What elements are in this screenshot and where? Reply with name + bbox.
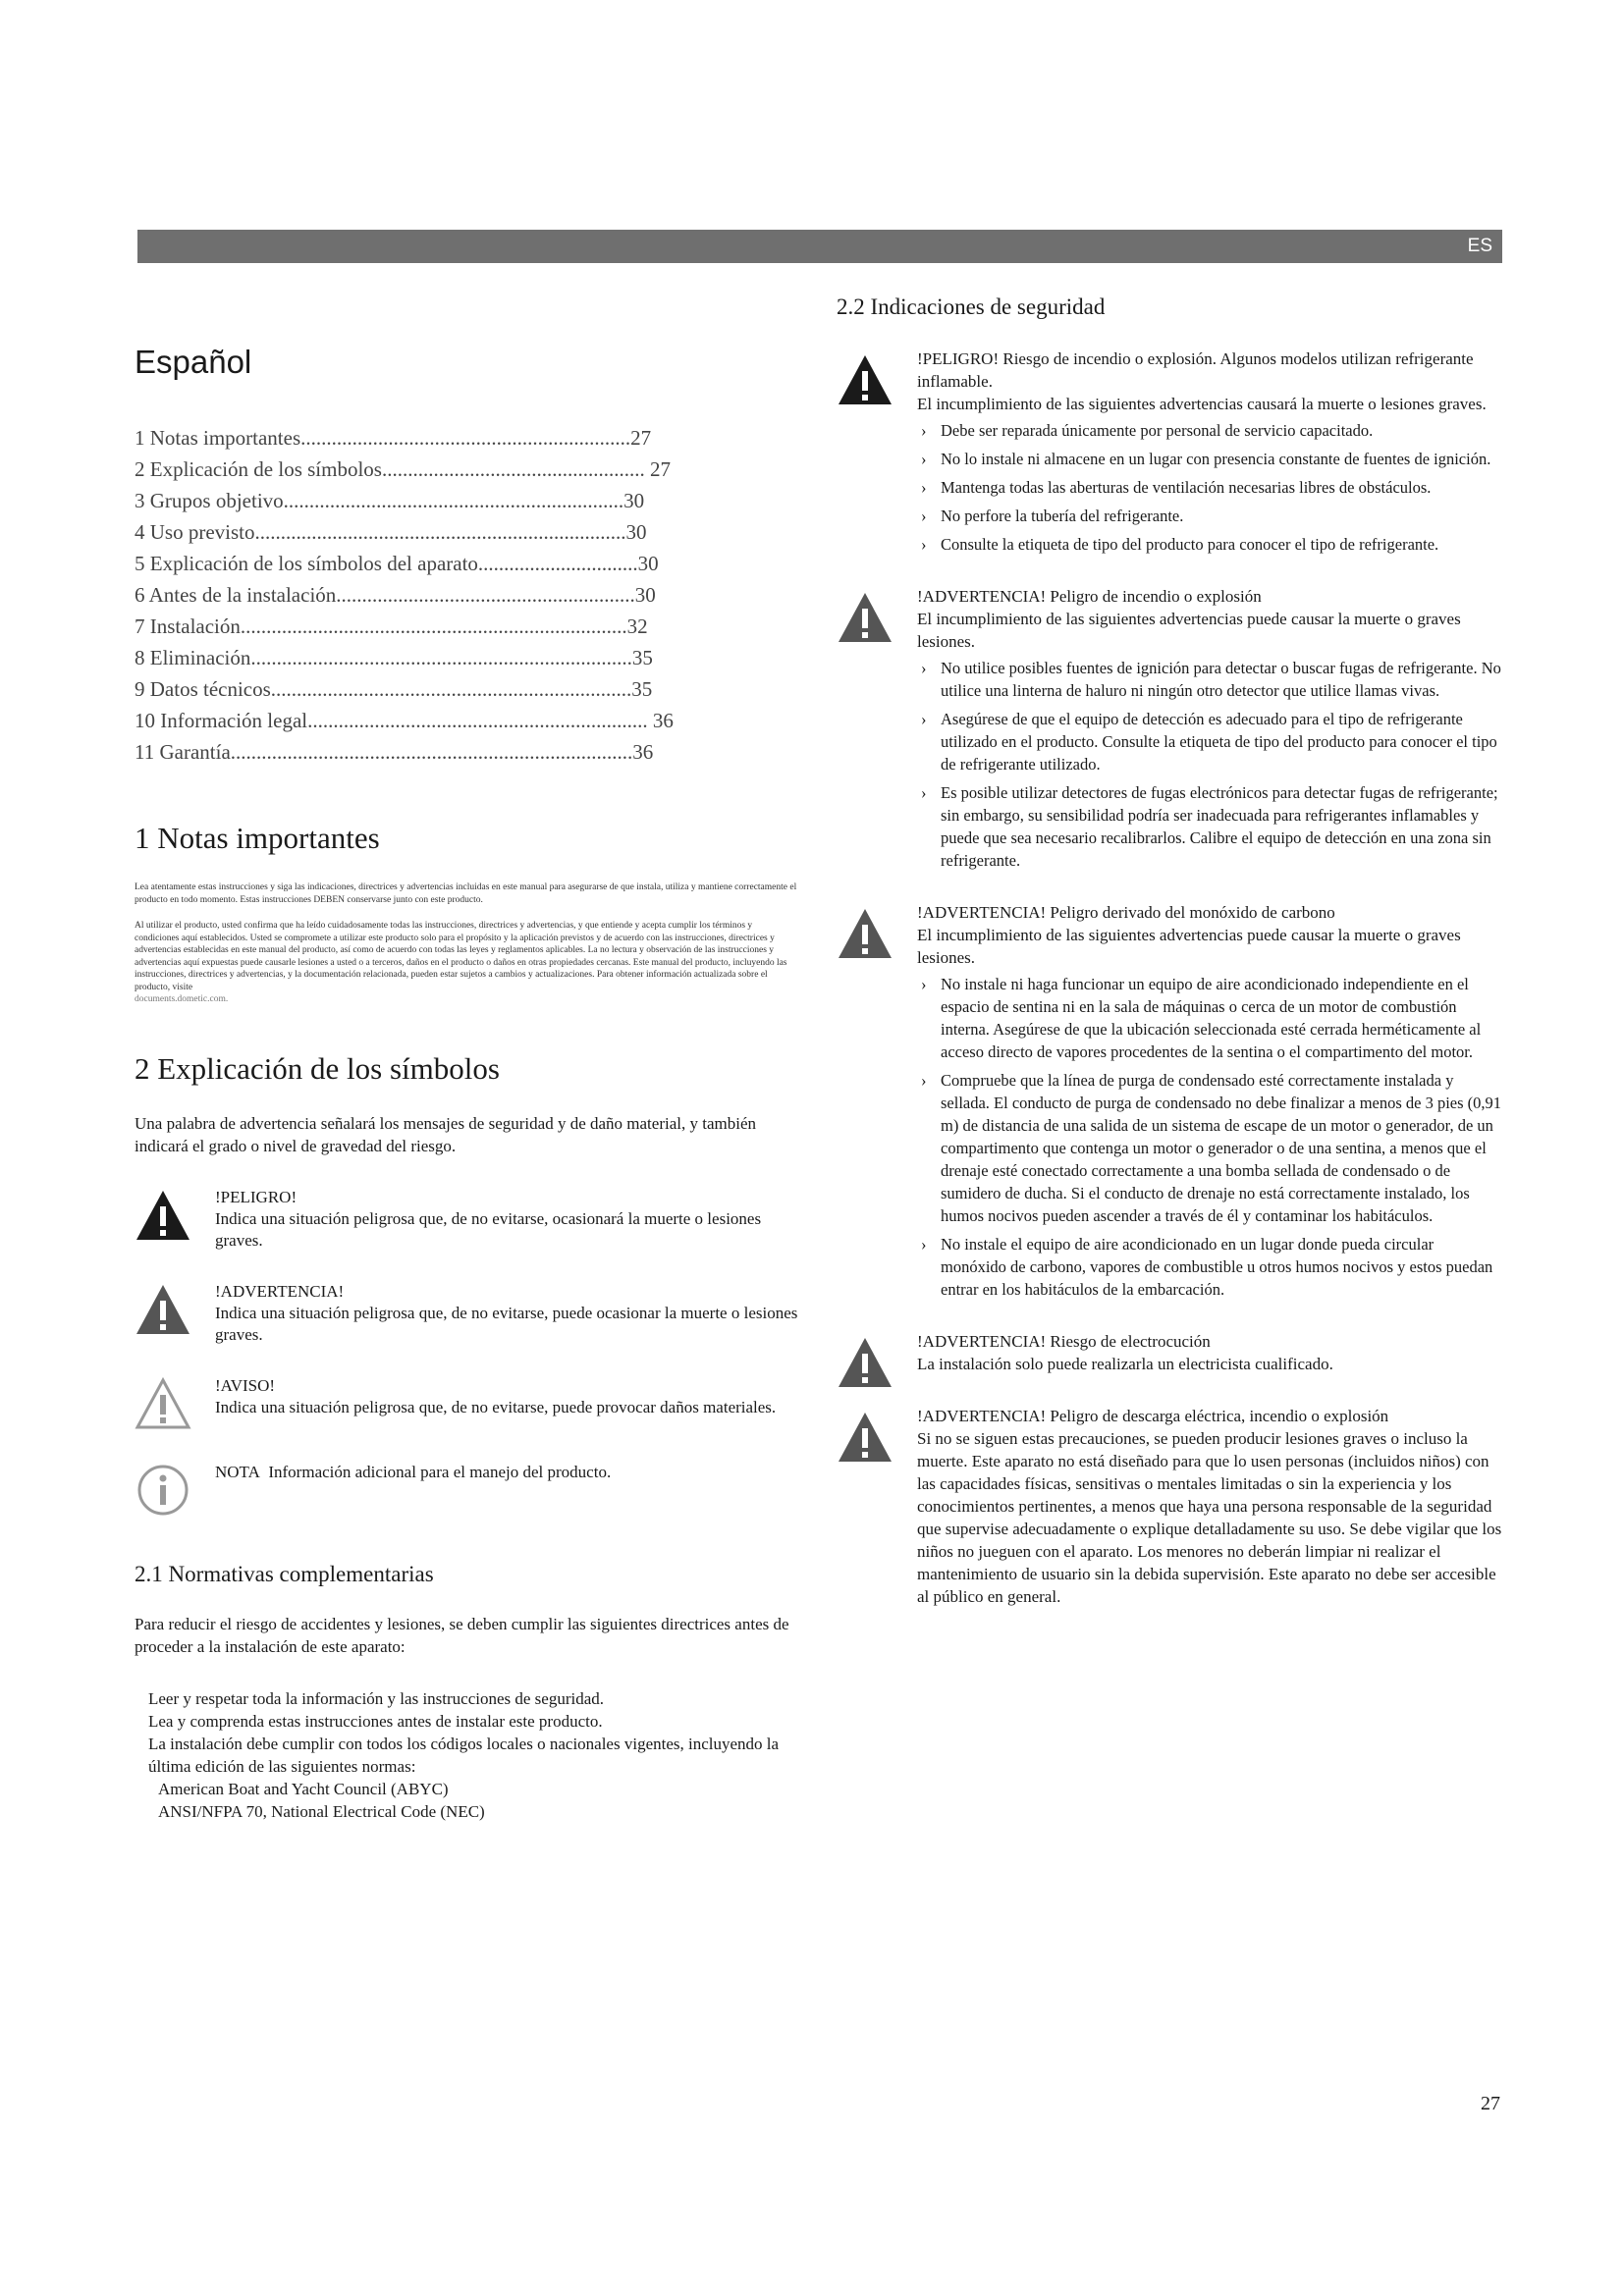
warning-text: Si no se siguen estas precauciones, se pueden producir lesiones graves o incluso la muerte. Este aparato no está diseñado para que lo usen personas (incluidos niños) con las capacidades físicas, sensitivas o mentales limitadas o sin la experiencia y los conocimientos pertinentes, a menos que haya una persona responsable de la seguridad que supervise adecuadamente o explique detalladamente su uso. Se debe vigilar que los niños no jueguen con el aparato. Los menores no deberán limpiar ni realizar el mantenimiento de usuario sin la debida supervisión. Este aparato no debe ser accesible al público en general. bbox=[917, 1429, 1502, 1606]
list-item: Leer y respetar toda la información y las instrucciones de seguridad. bbox=[148, 1688, 605, 1708]
list-item: › No lo instale ni almacene en un lugar con presencia constante de fuentes de ignición. bbox=[917, 448, 1502, 470]
warning-bullets bbox=[917, 973, 1502, 1301]
list-item: › Compruebe que la línea de purga de condensado esté correctamente instalada y sellada. El conducto de purga de condensado no debe finalizar a menos de 3 pies (0,91 m) de distancia de una salida de un sistema de escape de un motor o generador, de un compartimento que contenga un motor o generador o de una sentina, a menos que el drenaje esté conectado correctamente a una bomba sellada de condensado o de sumidero de ducha. Si el conducto de drenaje no está correctamente instalado, los humos nocivos pueden ascender a través de él y contaminar los habitáculos. bbox=[917, 1069, 1502, 1227]
list-item: › Mantenga todas las aberturas de ventilación necesarias libres de obstáculos. bbox=[917, 476, 1502, 499]
toc-entry[interactable]: 6 Antes de la instalación..........................................................30 bbox=[135, 583, 656, 607]
list-item: La instalación debe cumplir con todos los códigos locales o nacionales vigentes, incluyendo la última edición de las siguientes normas: bbox=[148, 1734, 780, 1776]
warning-triangle-icon bbox=[837, 1334, 893, 1391]
left-column bbox=[135, 344, 798, 1823]
warning-triangle-icon bbox=[837, 905, 893, 962]
right-column bbox=[837, 294, 1502, 1637]
symbol-text: Indica una situación peligrosa que, de no evitarse, puede provocar daños materiales. bbox=[215, 1397, 777, 1416]
warning-title: !ADVERTENCIA! Peligro de incendio o explosión bbox=[917, 587, 1262, 606]
symbol-note bbox=[135, 1462, 798, 1519]
list-item: › No perfore la tubería del refrigerante. bbox=[917, 505, 1502, 527]
warning-text: La instalación solo puede realizarla un electricista cualificado. bbox=[917, 1355, 1333, 1373]
language-title: Español bbox=[135, 344, 252, 380]
list-item: Lea y comprenda estas instrucciones antes de instalar este producto. bbox=[148, 1711, 603, 1731]
warning-title: !PELIGRO! Riesgo de incendio o explosión. Algunos modelos utilizan refrigerante inflamable. bbox=[917, 349, 1474, 391]
warning-triangle-icon bbox=[135, 1187, 191, 1244]
symbols-intro: Una palabra de advertencia señalará los mensajes de seguridad y de daño material, y también indicará el grado o nivel de gravedad del riesgo. bbox=[135, 1113, 756, 1155]
symbol-notice bbox=[135, 1375, 798, 1432]
normativas-list bbox=[135, 1687, 798, 1778]
symbol-title: !PELIGRO! bbox=[215, 1187, 298, 1206]
symbol-title: !ADVERTENCIA! bbox=[215, 1281, 345, 1301]
symbol-title: !AVISO! bbox=[215, 1375, 276, 1395]
warning-block bbox=[837, 901, 1502, 1301]
toc-entry[interactable]: 10 Información legal.................................................................. 36 bbox=[135, 709, 674, 732]
toc-entry[interactable]: 11 Garantía..............................................................................36 bbox=[135, 740, 654, 764]
header-bar bbox=[137, 230, 1502, 263]
normativas-sublist bbox=[135, 1778, 798, 1823]
caution-triangle-icon bbox=[135, 1375, 191, 1432]
notes-paragraph-1: Lea atentamente estas instrucciones y siga las indicaciones, directrices y advertencias incluidas en este manual para asegurarse de que instala, utiliza y mantiene correctamente el producto en todo momento. Estas instrucciones DEBEN conservarse junto con este producto. bbox=[135, 882, 797, 905]
list-item: › No instale ni haga funcionar un equipo de aire acondicionado independiente en el espacio de sentina ni en la sala de máquinas o cerca de un motor de combustión interna. Asegúrese de que la ubicación seleccionada esté cerrada herméticamente al acceso directo de vapores procedentes de la sentina o el compartimento del motor. bbox=[917, 973, 1502, 1063]
symbol-text: Indica una situación peligrosa que, de no evitarse, ocasionará la muerte o lesiones graves. bbox=[215, 1208, 762, 1250]
symbol-text: Indica una situación peligrosa que, de no evitarse, puede ocasionar la muerte o lesiones graves. bbox=[215, 1303, 798, 1344]
note-text: Información adicional para el manejo del producto. bbox=[268, 1462, 612, 1481]
toc-entry[interactable]: 7 Instalación...........................................................................32 bbox=[135, 614, 648, 638]
table-of-contents bbox=[135, 426, 798, 764]
list-item: American Boat and Yacht Council (ABYC) bbox=[158, 1779, 449, 1798]
warning-block bbox=[837, 1330, 1502, 1375]
list-item: › Es posible utilizar detectores de fugas electrónicos para detectar fugas de refrigerante; sin embargo, su sensibilidad podría ser inadecuada para refrigerantes inflamables y puede que sea necesario recalibrarlos. Calibre el equipo de detección en una zona sin refrigerante. bbox=[917, 781, 1502, 872]
warning-triangle-icon bbox=[837, 589, 893, 646]
danger-triangle-icon bbox=[837, 351, 893, 408]
section-heading-simbolos: 2 Explicación de los símbolos bbox=[135, 1050, 500, 1086]
warning-title: !ADVERTENCIA! Peligro de descarga eléctrica, incendio o explosión bbox=[917, 1407, 1389, 1425]
warning-title: !ADVERTENCIA! Riesgo de electrocución bbox=[917, 1332, 1211, 1351]
toc-entry[interactable]: 2 Explicación de los símbolos................................................... 27 bbox=[135, 457, 671, 481]
warning-bullets bbox=[917, 657, 1502, 872]
toc-entry[interactable]: 8 Eliminación..........................................................................35 bbox=[135, 646, 653, 669]
subsection-heading-normativas: 2.1 Normativas complementarias bbox=[135, 1561, 434, 1586]
toc-entry[interactable]: 3 Grupos objetivo..................................................................30 bbox=[135, 489, 645, 512]
symbol-danger bbox=[135, 1187, 798, 1252]
note-title: NOTA bbox=[215, 1462, 260, 1481]
language-code: ES bbox=[1467, 236, 1492, 256]
warning-triangle-icon bbox=[135, 1281, 191, 1338]
symbol-warning bbox=[135, 1281, 798, 1346]
info-icon bbox=[135, 1462, 191, 1519]
list-item: › Consulte la etiqueta de tipo del producto para conocer el tipo de refrigerante. bbox=[917, 533, 1502, 556]
note-line bbox=[215, 1462, 798, 1483]
warning-block bbox=[837, 1405, 1502, 1608]
normativas-intro: Para reducir el riesgo de accidentes y lesiones, se deben cumplir las siguientes directrices antes de proceder a la instalación de este aparato: bbox=[135, 1614, 789, 1656]
list-item: › Debe ser reparada únicamente por personal de servicio capacitado. bbox=[917, 419, 1502, 442]
list-item: › No instale el equipo de aire acondicionado en un lugar donde pueda circular monóxido de carbono, vapores de combustible u otros humos nocivos y estos puedan entrar en los habitáculos de la embarcación. bbox=[917, 1233, 1502, 1301]
list-item: › Asegúrese de que el equipo de detección es adecuado para el tipo de refrigerante utilizado en el producto. Consulte la etiqueta de tipo del producto para conocer el tipo de refrigerante utilizado. bbox=[917, 708, 1502, 775]
toc-entry[interactable]: 5 Explicación de los símbolos del aparato...............................30 bbox=[135, 552, 659, 575]
list-item: ANSI/NFPA 70, National Electrical Code (NEC) bbox=[158, 1801, 485, 1821]
warning-bullets bbox=[917, 419, 1502, 556]
warning-triangle-icon bbox=[837, 1409, 893, 1466]
toc-entry[interactable]: 9 Datos técnicos......................................................................35 bbox=[135, 677, 653, 701]
warning-title: !ADVERTENCIA! Peligro derivado del monóxido de carbono bbox=[917, 903, 1335, 922]
warning-text: El incumplimiento de las siguientes advertencias puede causar la muerte o graves lesiones. bbox=[917, 926, 1461, 967]
warning-block bbox=[837, 347, 1502, 556]
warning-text: El incumplimiento de las siguientes advertencias puede causar la muerte o graves lesiones. bbox=[917, 610, 1461, 651]
warning-text: El incumplimiento de las siguientes advertencias causará la muerte o lesiones graves. bbox=[917, 395, 1487, 413]
documents-link[interactable]: documents.dometic.com. bbox=[135, 994, 229, 1004]
toc-entry[interactable]: 1 Notas importantes................................................................27 bbox=[135, 426, 652, 450]
page-number: 27 bbox=[1481, 2093, 1500, 2114]
warning-block bbox=[837, 585, 1502, 872]
list-item: › No utilice posibles fuentes de ignición para detectar o buscar fugas de refrigerante. No utilice una linterna de haluro ni ningún otro detector que utilice llamas vivas. bbox=[917, 657, 1502, 702]
toc-entry[interactable]: 4 Uso previsto........................................................................30 bbox=[135, 520, 647, 544]
subsection-heading-seguridad: 2.2 Indicaciones de seguridad bbox=[837, 294, 1106, 319]
section-heading-notas: 1 Notas importantes bbox=[135, 821, 380, 855]
notes-paragraph-2: Al utilizar el producto, usted confirma que ha leído cuidadosamente todas las instrucciones, directrices y advertencias, y que entiende y acepta cumplir los términos y condiciones aquí establecidos. Usted se compromete a utilizar este producto solo para el propósito y la aplicación previstos y de acuerdo con las instrucciones, directrices y advertencias establecidas en este manual del producto, así como de acuerdo con todas las leyes y reglamentos aplicables. La no lectura y observación de las instrucciones y advertencias aquí expuestas puede causarle lesiones a usted o a terceros, daños en el producto o daños en otras propiedades cercanas. Este manual del producto, incluyendo las instrucciones, directrices y advertencias, y la documentación relacionada, pueden estar sujetos a cambios y actualizaciones. Para obtener información actualizada sobre el producto, visite bbox=[135, 921, 787, 992]
